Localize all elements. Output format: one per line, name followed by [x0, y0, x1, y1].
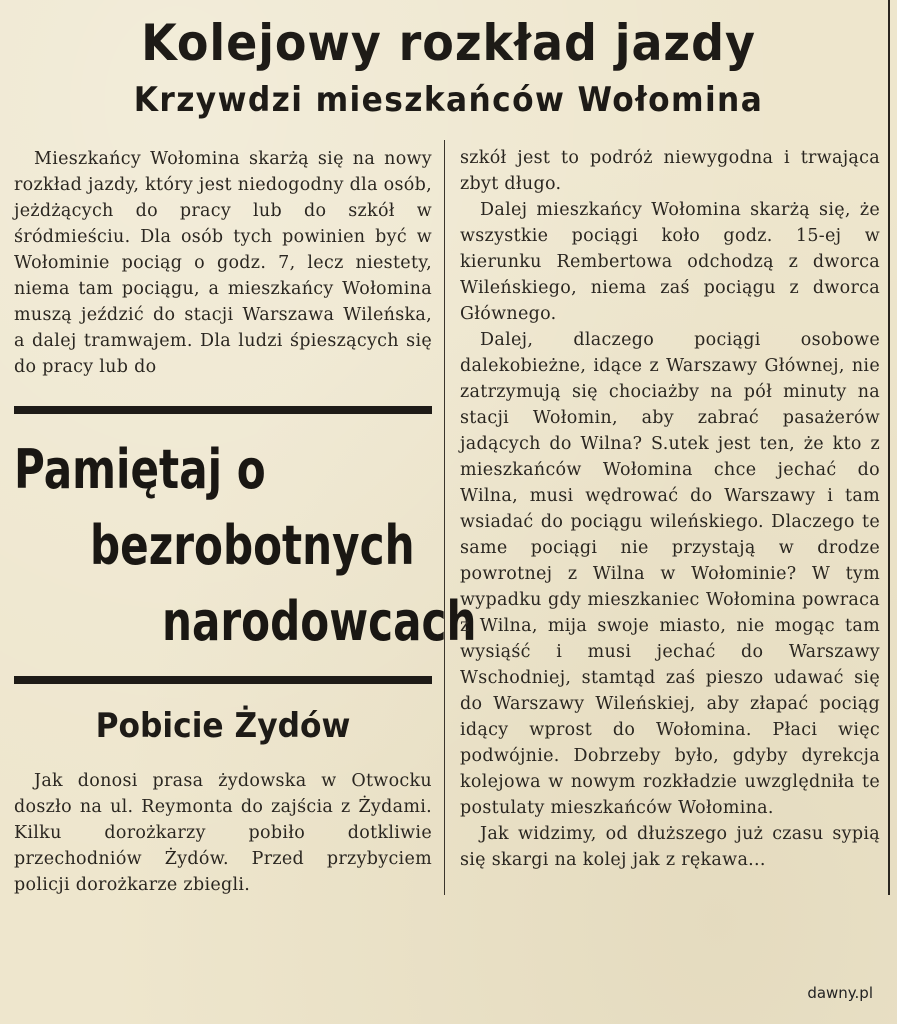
- article-paragraph: Dalej, dlaczego pociągi osobowe dalekobieżne, idące z Warszawy Głównej, nie zatrzymują się chociażby na pół minuty na stacji Wołomin, aby zabrać pasażerów jadących do Wilna? S.utek jest ten, że kto z mieszkańców Wołomina chce jechać do Wilna, musi wędrować do Warszawy i tam wsiadać do pociągu wileńskiego. Dlaczego te same pociągi nie przystają w drodze powrotnej z Wilna w Wołominie? W tym wypadku gdy mieszkaniec Wołomina powraca z Wilna, mija swoje miasto, nie mogąc tam wysiąść i musi jechać do Warszawy Wschodniej, stamtąd zaś pieszo udawać się do Warszawy Wileńskiej, aby złapać pociąg idący wprost do Wołomina. Płaci więc podwójnie. Dobrzeby było, gdyby dyrekcja kolejowa w nowym rozkładzie uwzględniła te postulaty mieszkańców Wołomina.: [460, 330, 880, 818]
- article-paragraph: Jak widzimy, od dłuższego już czasu sypią się skargi na kolej jak z rękawa...: [460, 824, 880, 870]
- article-paragraph: szkół jest to podróż niewygodna i trwająca zbyt długo.: [460, 148, 880, 194]
- slogan-line-3: narodowcach: [162, 590, 477, 653]
- section-rule: [14, 406, 432, 414]
- slogan-line-1: Pamiętaj o: [14, 438, 266, 501]
- section-rule: [14, 676, 432, 684]
- article-right-column: [460, 145, 880, 873]
- article-headline: Kolejowy rozkład jazdy: [141, 14, 756, 72]
- article-paragraph: Dalej mieszkańcy Wołomina skarżą się, że wszystkie pociągi koło godz. 15-ej w kierunku Rembertowa odchodzą z dworca Wileńskiego, niema zaś pociągu z dworca Głównego.: [460, 200, 880, 324]
- page-edge-rule: [888, 0, 890, 895]
- article-left-column: [14, 146, 432, 380]
- article-paragraph: Mieszkańcy Wołomina skarżą się na nowy rozkład jazdy, który jest niedogodny dla osób, jeżdżących do pracy lub do szkół w śródmieściu. Dla osób tych powinien być w Wołominie pociąg o godz. 7, lecz niestety, niema tam pociągu, a mieszkańcy Wołomina muszą jeździć do stacji Warszawa Wileńska, a dalej tramwajem. Dla ludzi śpieszących się do pracy lub do: [14, 149, 432, 377]
- news-headline: Pobicie Żydów: [95, 706, 351, 746]
- article-subheadline: Krzywdzi mieszkańców Wołomina: [133, 80, 764, 120]
- news-column: [14, 768, 432, 898]
- news-body: Jak donosi prasa żydowska w Otwocku doszło na ul. Reymonta do zajścia z Żydami. Kilku dorożkarzy pobiło dotkliwie przechodniów Żydów. Przed przybyciem policji dorożkarze zbiegli.: [14, 771, 432, 895]
- slogan-line-2: bezrobotnych: [90, 514, 415, 577]
- watermark-text: dawny.pl: [807, 984, 873, 1002]
- column-divider: [444, 140, 445, 895]
